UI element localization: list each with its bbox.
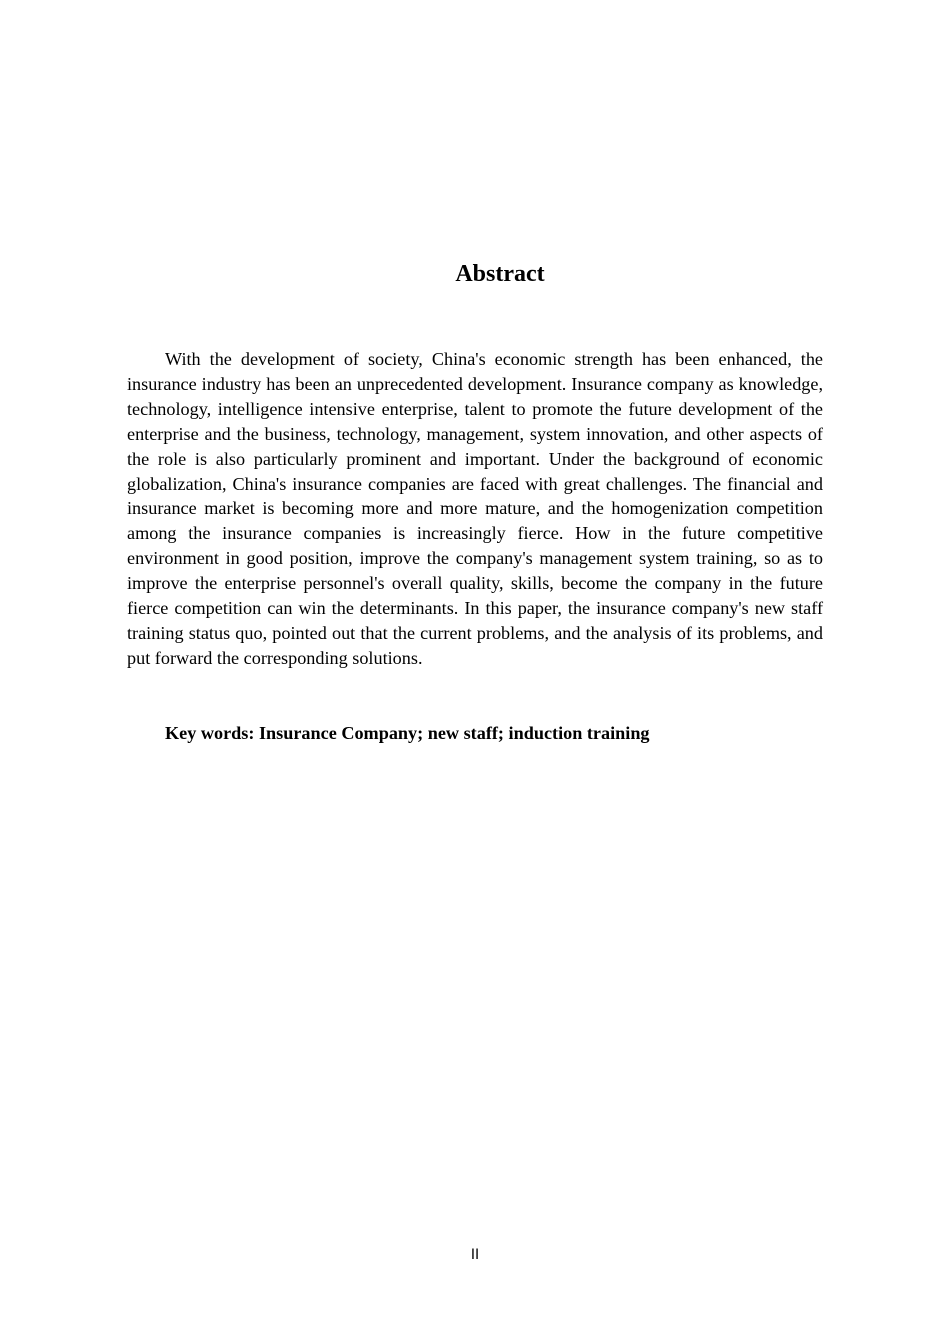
keywords-line	[165, 721, 825, 746]
abstract-title: Abstract	[455, 261, 545, 287]
keywords-label: Key words:	[165, 723, 255, 743]
abstract-body: With the development of society, China's economic strength has been enhanced, the insurance industry has been an unprecedented development. Insurance company as knowledge, technology, intelligence intensive enterprise, talent to promote the future development of the enterprise and the business, technology, management, system innovation, and other aspects of the role is also particularly prominent and important. Under the background of economic globalization, China's insurance companies are faced with great challenges. The financial and insurance market is becoming more and more mature, and the homogenization competition among the insurance companies is increasingly fierce. How in the future competitive environment in good position, improve the company's management system training, so as to improve the enterprise personnel's overall quality, skills, become the company in the future fierce competition can win the determinants. In this paper, the insurance company's new staff training status quo, pointed out that the current problems, and the analysis of its problems, and put forward the corresponding solutions.	[127, 349, 823, 668]
page-number: II	[470, 1247, 480, 1263]
keywords-value: Insurance Company; new staff; induction training	[258, 723, 650, 743]
